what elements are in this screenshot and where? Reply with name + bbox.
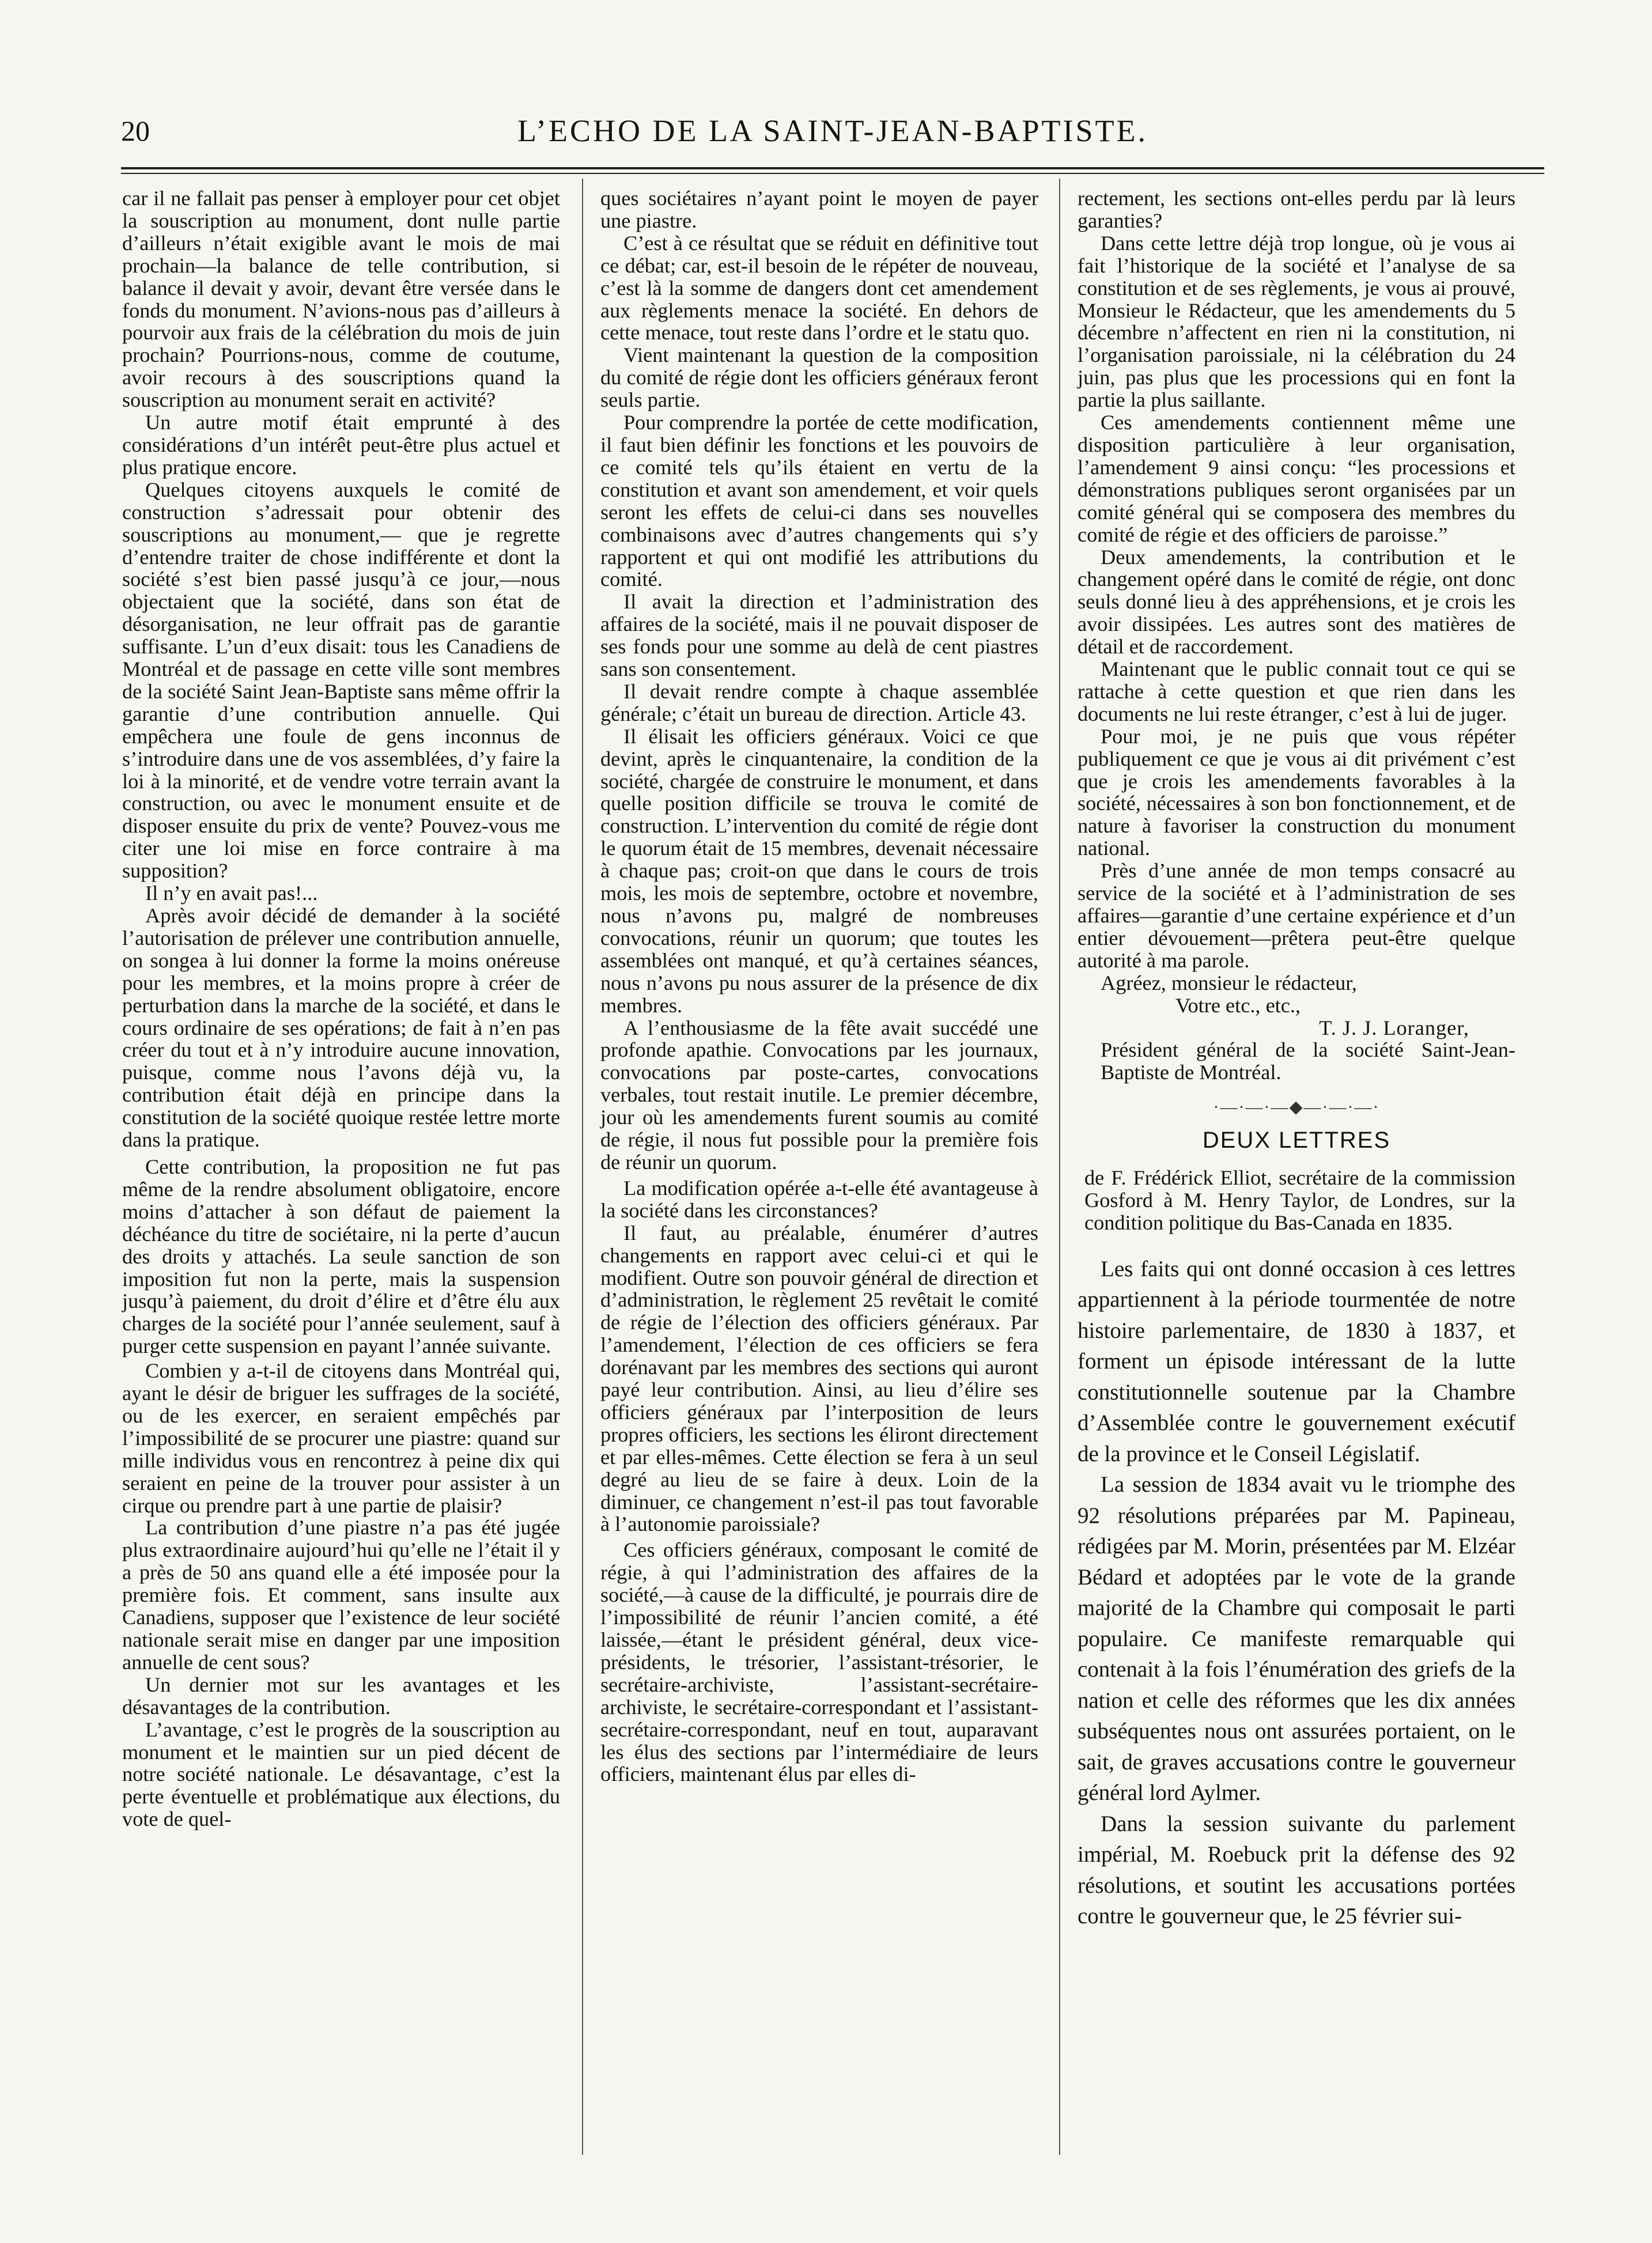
- paragraph: Les faits qui ont donné occasion à ces lettres appartiennent à la période tourmentée de notre histoire parlementaire, de 1830 à 1837, et forment un épisode intéressant de la lutte constitutionnelle soutenue par la Chambre d’Assemblée contre le gouvernement exécutif de la province et le Conseil Législatif.: [1078, 1256, 1515, 1466]
- signature-name: T. J. J. Loranger,: [1319, 1016, 1469, 1039]
- paragraph: Quelques citoyens auxquels le comité de construction s’adressait pour obtenir des souscriptions au monument,— que je regrette d’entendre traiter de chose indifférente et dont la société s’est bien passé jusqu’à ce jour,—nous objectaient que la société, dans son état de désorganisation, ne leur offrait pas de garantie suffisante. L’un d’eux disait: tous les Canadiens de Montréal et de passage en cette ville sont membres de la société Saint Jean-Baptiste sans même offrir la garantie d’une contribution annuelle. Qui empêchera une foule de gens inconnus de s’introduire dans une de vos assemblées, d’y faire la loi à la minorité, et de vendre votre terrain avant la construction, ou avec le monument ensuite et de disposer ensuite du prix de vente? Pouvez-vous me citer une loi mise en force contraire à ma supposition?: [122, 478, 560, 883]
- page-header: [121, 108, 1544, 160]
- paragraph: Après avoir décidé de demander à la société l’autorisation de prélever une contribution annuelle, on songea à lui donner la forme la moins onéreuse pour les membres, et la moins propre à créer de perturbation dans la marche de la société, et dans le cours ordinaire de ses opérations; de fait à n’en pas créer du tout et à n’y introduire aucune innovation, puisque, comme nous l’avons déjà vu, la contribution était déjà en principe dans la constitution de la société quoique restée lettre morte dans la pratique.: [122, 904, 560, 1152]
- paragraph: Pour comprendre la portée de cette modification, il faut bien définir les fonctions et les pouvoirs de ce comité tels qu’ils étaient en vertu de la constitution et avant son amendement, et voir quels seront les effets de celui-ci dans ses nouvelles combinaisons avec d’autres changements qui s’y rapportent et qui ont modifié les attributions du comité.: [600, 411, 1038, 591]
- signature-title: Président général de la société Saint-Jean-Baptiste de Montréal.: [1101, 1038, 1515, 1084]
- paragraph: Dans cette lettre déjà trop longue, où je vous ai fait l’historique de la société et l’analyse de sa constitution et de ses règlements, je vous ai prouvé, Monsieur le Rédacteur, que les amendements du 5 décembre n’affectent en rien ni la constitution, ni l’organisation paroissiale, ni la célébration du 24 juin, pas plus que les processions qui en font la partie la plus saillante.: [1078, 231, 1515, 412]
- column-2: [600, 187, 1038, 1786]
- header-rule-thick: [121, 167, 1544, 169]
- section-heading: DEUX LETTRES: [1202, 1128, 1391, 1153]
- paragraph: Pour moi, je ne puis que vous répéter publiquement ce que je vous ai dit privément c’est que je crois les amendements favorables à la société, nécessaires à son bon fonctionnement, et de nature à favoriser la construction du monument national.: [1078, 724, 1515, 860]
- section-ornament: ·—·—·—◆—·—·—·: [1213, 1098, 1380, 1117]
- paragraph: Il élisait les officiers généraux. Voici ce que devint, après le cinquantenaire, la condition de la société, chargée de construire le monument, et dans quelle position difficile se trouva le comité de construction. L’intervention du comité de régie dont le quorum était de 15 membres, devenait nécessaire à chaque pas; croit-on que dans le cours de trois mois, les mois de septembre, octobre et novembre, nous n’avons pu, malgré de nombreuses convocations, réunir un quorum; que toutes les assemblées ont manqué, et qu’à certaines séances, nous n’avons pu nous assurer de la présence de dix membres.: [600, 724, 1038, 1017]
- paragraph: Près d’une année de mon temps consacré au service de la société et à l’administration de ses affaires—garantie d’une certaine expérience et d’un entier dévouement—prêtera peut-être quelque autorité à ma parole.: [1078, 859, 1515, 972]
- section-intro: de F. Frédérick Elliot, secrétaire de la commission Gosford à M. Henry Taylor, de Londres, sur la condition politique du Bas-Canada en 1835.: [1084, 1166, 1515, 1234]
- paragraph: Vient maintenant la question de la composition du comité de régie dont les officiers généraux feront seuls partie.: [600, 343, 1038, 412]
- paragraph: C’est à ce résultat que se réduit en définitive tout ce débat; car, est-il besoin de le répéter de nouveau, c’est là la somme de dangers dont cet amendement aux règlements menace la société. En dehors de cette menace, tout reste dans l’ordre et le statu quo.: [600, 231, 1038, 345]
- article-body: [1078, 1254, 1515, 1932]
- paragraph: A l’enthousiasme de la fête avait succédé une profonde apathie. Convocations par les journaux, convocations par poste-cartes, convocations verbales, tout restait inutile. Le premier décembre, jour où les amendements furent soumis au comité de régie, il nous fut possible pour la première fois de réunir un quorum.: [600, 1016, 1038, 1174]
- paragraph: Un dernier mot sur les avantages et les désavantages de la contribution.: [122, 1673, 560, 1719]
- paragraph: Il avait la direction et l’administration des affaires de la société, mais il ne pouvait disposer de ses fonds pour une somme au delà de cent piastres sans son consentement.: [600, 590, 1038, 681]
- column-1: [122, 187, 560, 1830]
- paragraph: Ces amendements contiennent même une disposition particulière à leur organisation, l’amendement 9 ainsi conçu: “les processions et démonstrations publiques seront organisées par un comité général qui se composera des membres du comité de régie et des officiers de paroisse.”: [1078, 411, 1515, 546]
- header-rule-thin: [121, 173, 1544, 174]
- closing-formula: Votre etc., etc.,: [1175, 993, 1301, 1017]
- paragraph: La contribution d’une piastre n’a pas été jugée plus extraordinaire aujourd’hui qu’elle ne l’était il y a près de 50 ans quand elle a été imposée pour la première fois. Et comment, sans insulte aux Canadiens, supposer que l’existence de leur société nationale serait mise en danger par une imposition annuelle de cent sous?: [122, 1516, 560, 1674]
- closing-greeting: Agréez, monsieur le rédacteur,: [1101, 971, 1357, 994]
- page-number: 20: [121, 115, 150, 147]
- paragraph: Combien y a-t-il de citoyens dans Montréal qui, ayant le désir de briguer les suffrages de la société, ou de les exercer, en seraient empêchés par l’impossibilité de se procurer une piastre: quand sur mille individus vous en rencontrez à peine dix qui seraient en peine de la trouver pour assister à un cirque ou prendre part à une partie de plaisir?: [122, 1359, 560, 1517]
- paragraph: Deux amendements, la contribution et le changement opéré dans le comité de régie, ont donc seuls donné lieu à des appréhensions, et je crois les avoir dissipées. Les autres sont des matières de détail et de raccordement.: [1078, 545, 1515, 659]
- column-divider-1: [582, 179, 583, 2155]
- paragraph: rectement, les sections ont-elles perdu par là leurs garanties?: [1078, 187, 1515, 232]
- column-3: [1078, 187, 1515, 1932]
- paragraph: La session de 1834 avait vu le triomphe des 92 résolutions préparées par M. Papineau, rédigées par M. Morin, présentées par M. Elzéar Bédard et adoptées par le vote de la grande majorité de la Chambre qui composait le parti populaire. Ce manifeste remarquable qui contenait à la fois l’énumération des griefs de la nation et celle des réformes que les dix années subséquentes nous ont assurées portaient, on le sait, de graves accusations contre le gouverneur général lord Aylmer.: [1078, 1472, 1515, 1806]
- paragraph: car il ne fallait pas penser à employer pour cet objet la souscription au monument, dont nulle partie d’ailleurs n’était exigible avant le mois de mai prochain—la balance de telle contribution, si balance il devait y avoir, devant être versée dans le fonds du monument. N’avions-nous pas d’ailleurs à pourvoir aux frais de la célébration du mois de juin prochain? Pourrions-nous, comme de coutume, avoir recours à des souscriptions quand la souscription au monument serait en activité?: [122, 187, 560, 412]
- paragraph: Cette contribution, la proposition ne fut pas même de la rendre absolument obligatoire, encore moins d’attacher à son défaut de paiement la déchéance du titre de sociétaire, ni la perte d’aucun des droits y attachés. La seule sanction de son imposition fut non la perte, mais la suspension jusqu’à paiement, du droit d’élire et d’être élu aux charges de la société pour l’année seulement, sauf à purger cette suspension en payant l’année suivante.: [122, 1155, 560, 1358]
- paragraph: Il faut, au préalable, énumérer d’autres changements en rapport avec celui-ci et qui le modifient. Outre son pouvoir général de direction et d’administration, le règlement 25 revêtait le comité de régie de l’élection des officiers généraux. Par l’amendement, l’élection de ces officiers se fera dorénavant par les membres des sections qui auront payé leur contribution. Ainsi, au lieu d’élire ses officiers généraux par l’interposition de leurs propres officiers, les sections les éliront directement et par elles-mêmes. Cette élection se fera à un seul degré au lieu de se faire à deux. Loin de la diminuer, ce changement n’est-il pas tout favorable à l’autonomie paroissiale?: [600, 1221, 1038, 1536]
- paragraph: ques sociétaires n’ayant point le moyen de payer une piastre.: [600, 187, 1038, 232]
- paragraph: La modification opérée a-t-elle été avantageuse à la société dans les circonstances?: [600, 1176, 1038, 1222]
- paragraph: Il devait rendre compte à chaque assemblée générale; c’était un bureau de direction. Article 43.: [600, 679, 1038, 725]
- paragraph: Dans la session suivante du parlement impérial, M. Roebuck prit la défense des 92 résolutions, et soutint les accusations portées contre le gouverneur que, le 25 février sui-: [1078, 1811, 1515, 1929]
- paragraph: Il n’y en avait pas!...: [145, 882, 318, 905]
- paragraph: L’avantage, c’est le progrès de la souscription au monument et le maintien sur un pied décent de notre société nationale. Le désavantage, c’est la perte éventuelle et problématique aux élections, du vote de quel-: [122, 1718, 560, 1831]
- paragraph: Un autre motif était emprunté à des considérations d’un intérêt peut-être plus actuel et plus pratique encore.: [122, 411, 560, 479]
- paragraph: Maintenant que le public connait tout ce qui se rattache à cette question et que rien dans les documents ne lui reste étranger, c’est à lui de juger.: [1078, 657, 1515, 725]
- paragraph: Ces officiers généraux, composant le comité de régie, à qui l’administration des affaires de la société,—à cause de la difficulté, je pourrais dire de l’impossibilité de réunir l’ancien comité, a été laissée,—étant le président général, deux vice-présidents, le trésorier, l’assistant-trésorier, le secrétaire-archiviste, l’assistant-secrétaire-archiviste, le secrétaire-correspondant et l’assistant-secrétaire-correspondant, neuf en tout, auparavant les élus des sections par l’intermédiaire de leurs officiers, maintenant élus par elles di-: [600, 1538, 1038, 1786]
- column-divider-2: [1059, 179, 1060, 2155]
- journal-title: L’ECHO DE LA SAINT-JEAN-BAPTISTE.: [517, 114, 1148, 148]
